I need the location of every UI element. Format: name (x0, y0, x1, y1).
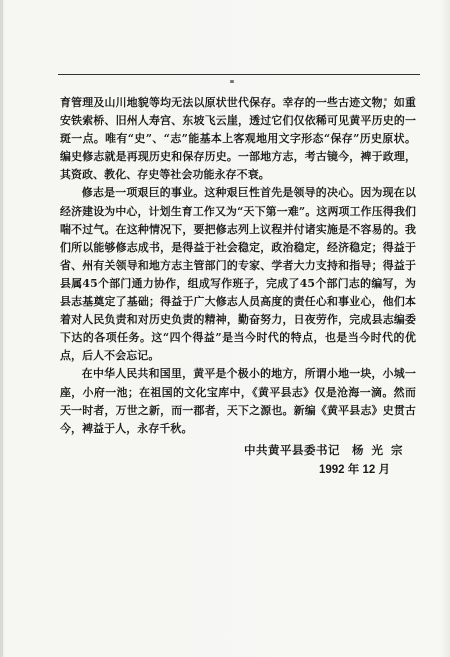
paragraph-3: 在中华人民共和国里，黄平是个极小的地方，所谓小地一块，小城一座，小府一池；在祖国的文化宝库中，《黄平县志》仅是沧海一滴。然而天一时者，万世之新，而一郡者，天下之源也。新编《黄平县志》史贯古今，裨益于人，永存千秋。 (60, 367, 416, 435)
paragraph-1: 育管理及山川地貌等均无法以原状世代保存。幸存的一些古迹文物，如重安铁索桥、旧州人寿宫、东坡飞云崖，透过它们仅依稀可见黄平历史的一斑一点。唯有“史”、“志”能基本上客观地用文字形态“保存”历史原状。编史修志就是再现历史和保存历史。一部地方志，考古镜今，裨于政理，其资政、教化、存史等社会功能永存不衰。 (60, 96, 416, 182)
header-rule (58, 74, 420, 75)
page-edge-shadow (0, 0, 3, 657)
signature-title: 中共黄平县委书记 (244, 443, 340, 457)
signature-name: 杨 光 宗 (352, 443, 405, 457)
preface-body (60, 94, 416, 438)
scan-speck (230, 80, 234, 83)
signature-date: 1992 年 12 月 (319, 464, 390, 476)
signature-line (244, 442, 405, 458)
paragraph-2: 修志是一项艰巨的事业。这种艰巨性首先是领导的决心。因为现在以经济建设为中心，计划生育工作又为“天下第一难”。这两项工作压得我们喘不过气。在这种情况下，要把修志列上议程并付诸实施是不容易的。我们所以能够修志成书，是得益于社会稳定，政治稳定，经济稳定；得益于省、州有关领导和地方志主管部门的专家、学者大力支持和指导；得益于县属45个部门通力协作，组成写作班子，完成了45个部门志的编写，为县志基奠定了基础；得益于广大修志人员高度的责任心和事业心，他们本着对人民负责和对历史负责的精神，勤奋努力，日夜劳作，完成县志编委下达的各项任务。这“四个得益”是当今时代的特点，也是当今时代的优点，后人不会忘记。 (60, 186, 416, 363)
